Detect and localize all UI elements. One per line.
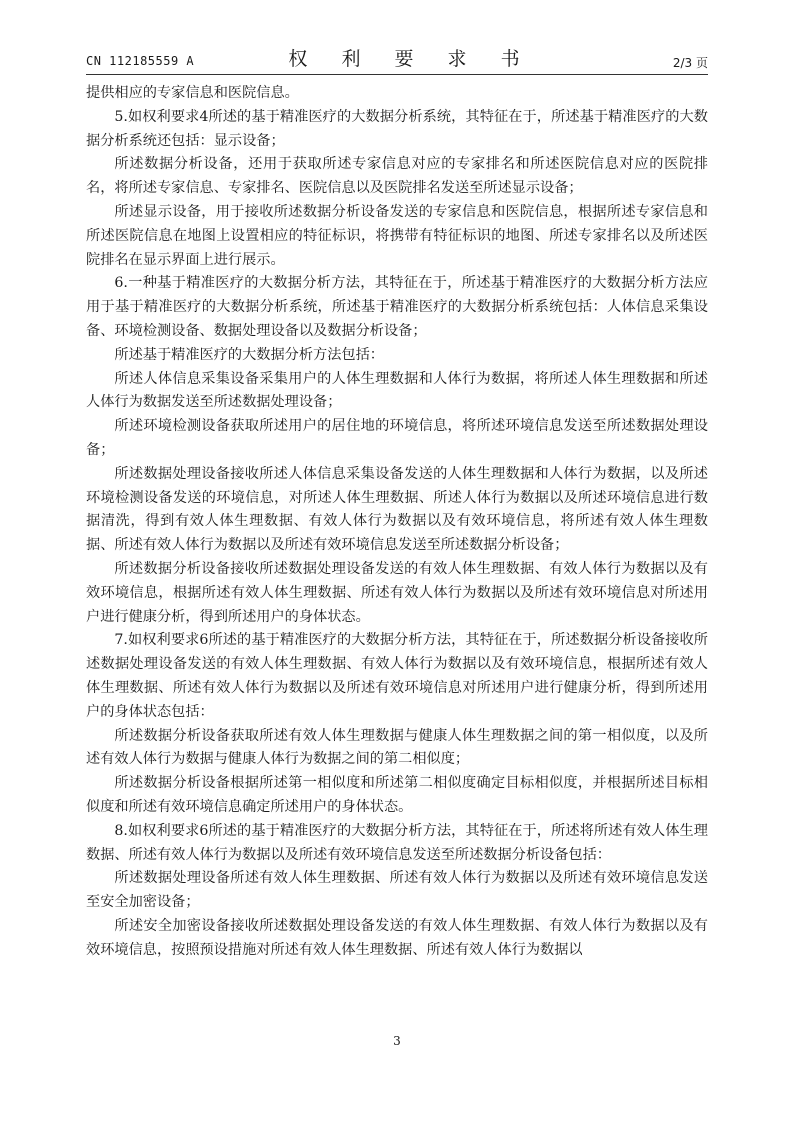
paragraph: 所述数据处理设备接收所述人体信息采集设备发送的人体生理数据和人体行为数据，以及所述环境检测设备发送的环境信息，对所述人体生理数据、所述人体行为数据以及所述环境信息进行数据清洗，得到有效人体生理数据、有效人体行为数据以及有效环境信息，将所述有效人体生理数据、所述有效人体行为数据以及所述有效环境信息发送至所述数据分析设备； bbox=[86, 465, 708, 554]
paragraph: 所述基于精准医疗的大数据分析方法包括： bbox=[114, 346, 384, 363]
paragraph: 提供相应的专家信息和医院信息。 bbox=[86, 85, 299, 101]
paragraph: 所述安全加密设备接收所述数据处理设备发送的有效人体生理数据、有效人体行为数据以及有效环境信息，按照预设措施对所述有效人体生理数据、所述有效人体行为数据以 bbox=[86, 917, 708, 958]
paragraph: 所述数据分析设备获取所述有效人体生理数据与健康人体生理数据之间的第一相似度，以及所述有效人体行为数据与健康人体行为数据之间的第二相似度； bbox=[86, 727, 708, 768]
paragraph: 所述人体信息采集设备采集用户的人体生理数据和人体行为数据，将所述人体生理数据和所述人体行为数据发送至所述数据处理设备； bbox=[86, 370, 708, 411]
paragraph: 所述数据分析设备，还用于获取所述专家信息对应的专家排名和所述医院信息对应的医院排名，将所述专家信息、专家排名、医院信息以及医院排名发送至所述显示设备； bbox=[86, 156, 708, 197]
paragraph: 所述数据分析设备根据所述第一相似度和所述第二相似度确定目标相似度，并根据所述目标相似度和所述有效环境信息确定所述用户的身体状态。 bbox=[86, 775, 708, 815]
page-number: 3 bbox=[393, 1034, 401, 1048]
paragraph: 所述显示设备，用于接收所述数据分析设备发送的专家信息和医院信息，根据所述专家信息和所述医院信息在地图上设置相应的特征标识，将携带有特征标识的地图、所述专家排名以及所述医院排名在显示界面上进行展示。 bbox=[86, 203, 708, 268]
page-info: 2/3 页 bbox=[672, 56, 708, 70]
claim-7: 7.如权利要求6所述的基于精准医疗的大数据分析方法，其特征在于，所述数据分析设备接收所述数据处理设备发送的有效人体生理数据、有效人体行为数据以及有效环境信息，根据所述有效人体生理数据、所述有效人体行为数据以及所述有效环境信息对所述用户进行健康分析，得到所述用户的身体状态包括： bbox=[86, 632, 708, 720]
paragraph: 所述环境检测设备获取所述用户的居住地的环境信息，将所述环境信息发送至所述数据处理设备； bbox=[86, 418, 708, 458]
paragraph: 所述数据处理设备所述有效人体生理数据、所述有效人体行为数据以及所述有效环境信息发送至安全加密设备； bbox=[86, 870, 708, 911]
claim-5: 5.如权利要求4所述的基于精准医疗的大数据分析系统，其特征在于，所述基于精准医疗的大数据分析系统还包括：显示设备； bbox=[86, 108, 708, 149]
claim-8: 8.如权利要求6所述的基于精准医疗的大数据分析方法，其特征在于，所述将所述有效人体生理数据、所述有效人体行为数据以及所述有效环境信息发送至所述数据分析设备包括： bbox=[86, 822, 708, 863]
claim-6: 6.一种基于精准医疗的大数据分析方法，其特征在于，所述基于精准医疗的大数据分析方法应用于基于精准医疗的大数据分析系统，所述基于精准医疗的大数据分析系统包括：人体信息采集设备、环境检测设备、数据处理设备以及数据分析设备； bbox=[86, 275, 708, 339]
document-number: CN 112185559 A bbox=[86, 54, 195, 68]
document-title: 权 利 要 求 书 bbox=[288, 48, 534, 70]
paragraph: 所述数据分析设备接收所述数据处理设备发送的有效人体生理数据、有效人体行为数据以及有效环境信息，根据所述有效人体生理数据、所述有效人体行为数据以及所述有效环境信息对所述用户进行健康分析，得到所述用户的身体状态。 bbox=[86, 560, 708, 625]
claims-body bbox=[86, 82, 708, 962]
page-header bbox=[86, 44, 708, 74]
header-divider bbox=[86, 74, 708, 75]
